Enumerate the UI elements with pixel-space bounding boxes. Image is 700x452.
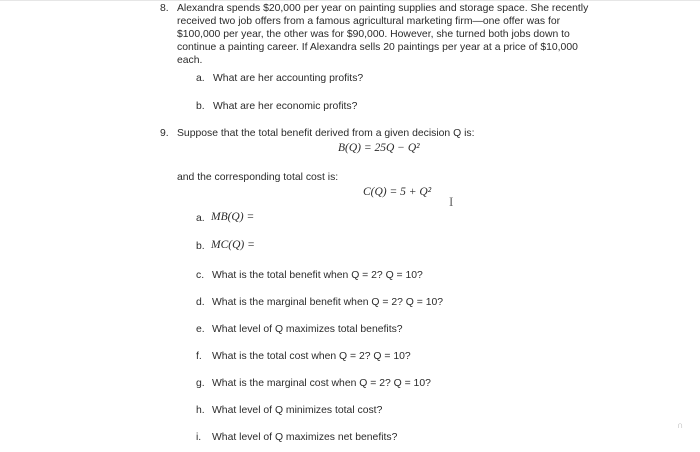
q9h-letter: h.: [196, 405, 205, 416]
q9g-text: What is the marginal cost when Q = 2? Q = 10?: [212, 378, 431, 389]
text-cursor-icon: I: [449, 194, 454, 209]
q9a-letter: a.: [196, 213, 205, 224]
q8b-letter: b.: [196, 101, 205, 112]
q8-line-5: each.: [177, 55, 203, 66]
q9f-text: What is the total cost when Q = 2? Q = 10?: [212, 351, 411, 362]
q8-line-1: Alexandra spends $20,000 per year on painting supplies and storage space. She recently: [177, 3, 589, 14]
cost-equation: C(Q) = 5 + Q²: [363, 186, 432, 198]
q9c-text: What is the total benefit when Q = 2? Q = 10?: [212, 270, 423, 281]
benefit-equation: B(Q) = 25Q − Q²: [338, 142, 420, 154]
q9i-letter: i.: [196, 432, 202, 443]
q8a-letter: a.: [196, 73, 205, 84]
q9e-letter: e.: [196, 324, 205, 335]
q8-line-2: received two job offers from a famous agricultural marketing firm—one offer was for: [177, 16, 561, 27]
q9a-text: MB(Q) =: [211, 211, 255, 223]
q9b-letter: b.: [196, 241, 205, 252]
q8-number: 8.: [160, 3, 169, 14]
q9d-text: What is the marginal benefit when Q = 2? Q = 10?: [212, 297, 444, 308]
q9i-text: What level of Q maximizes net benefits?: [212, 432, 398, 443]
q8-line-4: continue a painting career. If Alexandra sells 20 paintings per year at a price of $10,000: [177, 42, 578, 53]
q9b-text: MC(Q) =: [211, 239, 255, 251]
q9-number: 9.: [160, 128, 169, 139]
q9g-letter: g.: [196, 378, 205, 389]
q9e-text: What level of Q maximizes total benefits?: [212, 324, 403, 335]
q8-line-3: $100,000 per year, the other was for $90,000. However, she turned both jobs down to: [177, 29, 570, 40]
cost-intro: and the corresponding total cost is:: [177, 172, 339, 183]
q9d-letter: d.: [196, 297, 205, 308]
q9h-text: What level of Q minimizes total cost?: [212, 405, 383, 416]
top-border: [0, 0, 700, 1]
q9c-letter: c.: [196, 270, 205, 281]
q9-intro: Suppose that the total benefit derived from a given decision Q is:: [177, 128, 475, 139]
edge-mark-icon: ∩: [677, 420, 684, 430]
q8b-text: What are her economic profits?: [213, 101, 358, 112]
q9f-letter: f.: [196, 351, 202, 362]
q8a-text: What are her accounting profits?: [213, 73, 364, 84]
